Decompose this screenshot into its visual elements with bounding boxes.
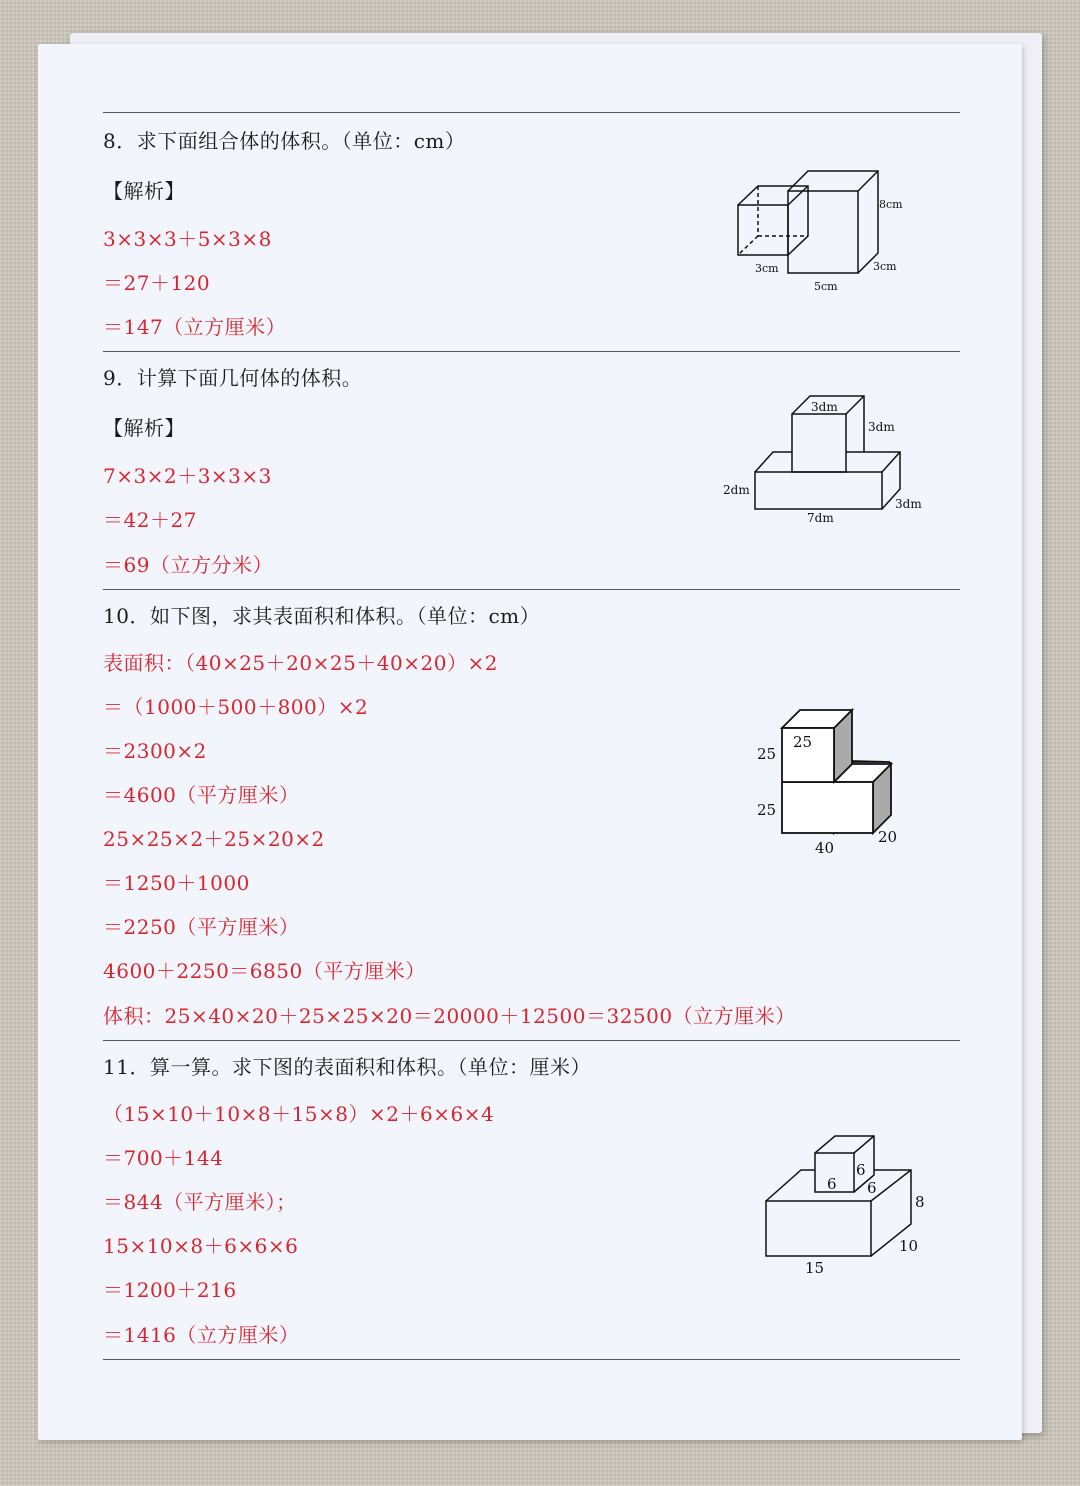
label-base-width: 7dm — [807, 511, 834, 525]
answer-line: （15×10＋10×8＋15×8）×2＋6×6×4 — [103, 1102, 495, 1126]
question-9: 9．计算下面几何体的体积。 — [103, 366, 363, 390]
answer-line: ＝4600（平方厘米） — [103, 783, 300, 807]
answer-line: ＝2250（平方厘米） — [103, 915, 300, 939]
figure-stepped-solid — [715, 393, 935, 533]
answer-line: 7×3×2＋3×3×3 — [103, 464, 272, 488]
question-11: 11．算一算。求下图的表面积和体积。（单位：厘米） — [103, 1055, 591, 1079]
label-top-inner: 25 — [793, 733, 813, 751]
answer-line: ＝1416（立方厘米） — [103, 1323, 300, 1347]
label-cube-width: 6 — [827, 1175, 837, 1193]
label-base-height: 2dm — [723, 483, 750, 497]
label-cube-height: 6 — [856, 1161, 866, 1179]
answer-line: ＝42＋27 — [103, 508, 197, 532]
answer-line: ＝147（立方厘米） — [103, 315, 287, 339]
answer-line: 表面积：（40×25＋20×25＋40×20）×2 — [103, 651, 498, 675]
label-base-depth: 3dm — [895, 497, 922, 511]
answer-line: 15×10×8＋6×6×6 — [103, 1234, 299, 1258]
label-top-height: 3dm — [868, 420, 895, 434]
analysis-label: 【解析】 — [103, 416, 185, 440]
label-top-side: 25 — [757, 745, 777, 763]
figure-cube-on-cuboid — [755, 1130, 935, 1280]
divider — [103, 112, 960, 113]
answer-line: ＝2300×2 — [103, 739, 207, 763]
answer-line: ＝1250＋1000 — [103, 871, 250, 895]
label-top-width: 3dm — [811, 400, 838, 414]
answer-line: ＝1200＋216 — [103, 1278, 237, 1302]
label-width: 5cm — [814, 280, 838, 293]
answer-line: ＝（1000＋500＋800）×2 — [103, 695, 369, 719]
label-base-width: 40 — [815, 839, 835, 857]
divider — [103, 589, 960, 590]
divider — [103, 1359, 960, 1360]
label-base-height: 8 — [915, 1193, 925, 1211]
label-base-depth: 10 — [899, 1237, 919, 1255]
question-8: 8．求下面组合体的体积。（单位：cm） — [103, 129, 466, 153]
label-cube-depth: 6 — [867, 1179, 877, 1197]
divider — [103, 351, 960, 352]
answer-line: ＝69（立方分米） — [103, 553, 273, 577]
label-height: 8cm — [879, 198, 903, 211]
label-base-height: 25 — [757, 801, 777, 819]
answer-line: ＝700＋144 — [103, 1146, 224, 1170]
question-10: 10．如下图，求其表面积和体积。（单位：cm） — [103, 604, 541, 628]
answer-line: 3×3×3＋5×3×8 — [103, 227, 272, 251]
analysis-label: 【解析】 — [103, 179, 185, 203]
label-depth: 3cm — [873, 260, 897, 273]
divider — [103, 1040, 960, 1041]
answer-line: 4600＋2250＝6850（平方厘米） — [103, 959, 426, 983]
answer-line: 25×25×2＋25×20×2 — [103, 827, 325, 851]
figure-combined-cuboids — [725, 165, 915, 300]
label-small-side: 3cm — [755, 262, 779, 275]
answer-line: ＝27＋120 — [103, 271, 211, 295]
answer-line: 体积：25×40×20＋25×25×20＝20000＋12500＝32500（立方厘米） — [103, 1004, 796, 1028]
label-base-width: 15 — [805, 1259, 825, 1277]
figure-l-shaped-solid — [745, 700, 920, 865]
answer-line: ＝844（平方厘米）； — [103, 1190, 297, 1214]
label-base-depth: 20 — [878, 828, 898, 846]
